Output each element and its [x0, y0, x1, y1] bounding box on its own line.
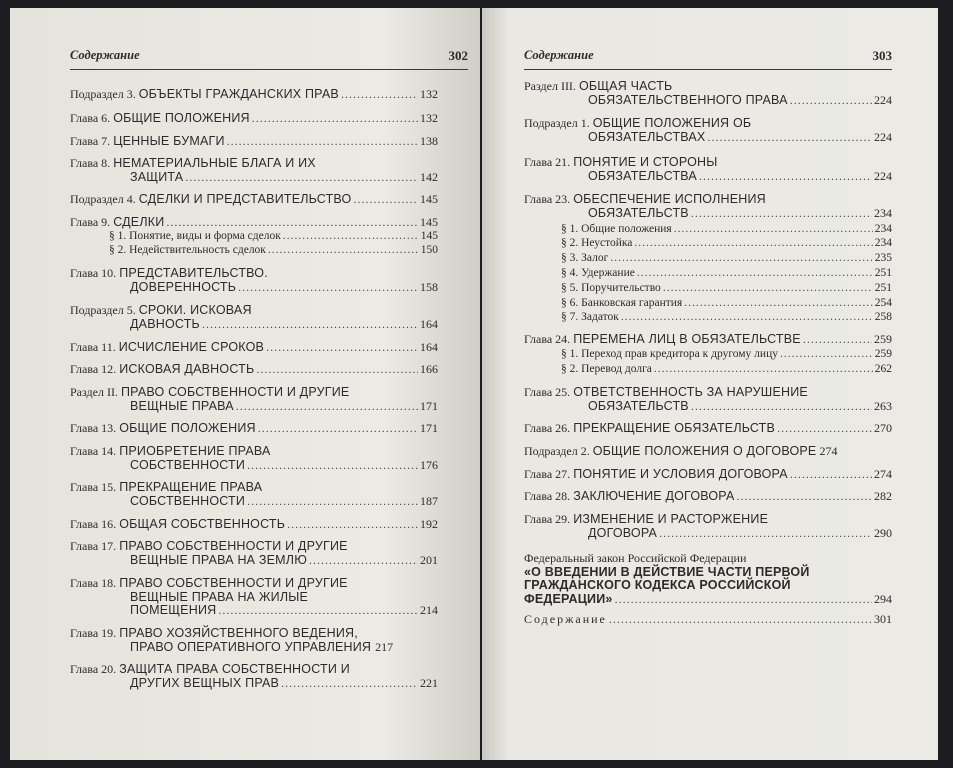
- toc-subentry[interactable]: § 6. Банковская гарантия ..... 254: [561, 297, 892, 311]
- left-header-rule: [70, 69, 468, 70]
- toc-entry[interactable]: Глава 21. ПОНЯТИЕ И СТОРОНЫ ОБЯЗАТЕЛЬСТВА ..... 224: [524, 156, 892, 183]
- toc-entry[interactable]: Глава 24. ПЕРЕМЕНА ЛИЦ В ОБЯЗАТЕЛЬСТВЕ ..... 259: [524, 333, 892, 347]
- toc-entry[interactable]: Подраздел 4. СДЕЛКИ И ПРЕДСТАВИТЕЛЬСТВО ..... 145: [70, 193, 438, 207]
- toc-subentry[interactable]: § 7. Задаток ..... 258: [561, 311, 892, 325]
- toc-subentry[interactable]: § 3. Залог ..... 235: [561, 252, 892, 266]
- toc-entry[interactable]: Глава 20. ЗАЩИТА ПРАВА СОБСТВЕННОСТИ И ДРУГИХ ВЕЩНЫХ ПРАВ ..... 221: [70, 663, 438, 690]
- right-page-number: 303: [872, 48, 892, 63]
- toc-entry[interactable]: Глава 25. ОТВЕТСТВЕННОСТЬ ЗА НАРУШЕНИЕ ОБЯЗАТЕЛЬСТВ ..... 263: [524, 386, 892, 413]
- toc-entry[interactable]: Глава 8. НЕМАТЕРИАЛЬНЫЕ БЛАГА И ИХ ЗАЩИТА ..... 142: [70, 157, 438, 184]
- toc-subentry[interactable]: § 4. Удержание ..... 251: [561, 267, 892, 281]
- right-header-title: Содержание: [524, 48, 594, 62]
- toc-entry[interactable]: Глава 7. ЦЕННЫЕ БУМАГИ ..... 138: [70, 135, 438, 149]
- toc-entry[interactable]: Раздел II. ПРАВО СОБСТВЕННОСТИ И ДРУГИЕ ВЕЩНЫЕ ПРАВА ..... 171: [70, 386, 438, 413]
- toc-entry[interactable]: Глава 10. ПРЕДСТАВИТЕЛЬСТВО. ДОВЕРЕННОСТЬ ..... 158: [70, 267, 438, 294]
- toc-subentry[interactable]: § 2. Неустойка ..... 234: [561, 237, 892, 251]
- toc-entry[interactable]: Глава 28. ЗАКЛЮЧЕНИЕ ДОГОВОРА ..... 282: [524, 490, 892, 504]
- toc-entry[interactable]: Глава 18. ПРАВО СОБСТВЕННОСТИ И ДРУГИЕ ВЕЩНЫЕ ПРАВА НА ЖИЛЫЕ ПОМЕЩЕНИЯ ..... 214: [70, 577, 438, 618]
- toc-entry[interactable]: Глава 16. ОБЩАЯ СОБСТВЕННОСТЬ ..... 192: [70, 518, 438, 532]
- toc-entry[interactable]: Подраздел 5. СРОКИ. ИСКОВАЯ ДАВНОСТЬ ..... 164: [70, 304, 438, 331]
- toc-entry[interactable]: Глава 27. ПОНЯТИЕ И УСЛОВИЯ ДОГОВОРА ..... 274: [524, 468, 892, 482]
- toc-entry[interactable]: Глава 11. ИСЧИСЛЕНИЕ СРОКОВ ..... 164: [70, 341, 438, 355]
- toc-subentry[interactable]: § 2. Перевод долга ..... 262: [561, 363, 892, 377]
- toc-entry[interactable]: Глава 19. ПРАВО ХОЗЯЙСТВЕННОГО ВЕДЕНИЯ, ПРАВО ОПЕРАТИВНОГО УПРАВЛЕНИЯ 217: [70, 626, 394, 654]
- toc-entry[interactable]: Глава 14. ПРИОБРЕТЕНИЕ ПРАВА СОБСТВЕННОСТИ ..... 176: [70, 445, 438, 472]
- left-header: [70, 48, 468, 63]
- toc-entry[interactable]: Глава 12. ИСКОВАЯ ДАВНОСТЬ ..... 166: [70, 363, 438, 377]
- toc-entry-federal-law[interactable]: Федеральный закон Российской Федерации «О ВВЕДЕНИИ В ДЕЙСТВИЕ ЧАСТИ ПЕРВОЙ ГРАЖДАНСКОГО КОДЕКСА РОССИЙСКОЙ ФЕДЕРАЦИИ» ..... 294: [524, 552, 892, 606]
- toc-subentry[interactable]: § 1. Общие положения ..... 234: [561, 223, 892, 237]
- toc-subentry[interactable]: § 2. Недействительность сделок ..... 150: [109, 244, 438, 258]
- left-page-number: 302: [448, 48, 468, 63]
- toc-entry[interactable]: Глава 26. ПРЕКРАЩЕНИЕ ОБЯЗАТЕЛЬСТВ ..... 270: [524, 422, 892, 436]
- toc-entry[interactable]: Подраздел 2. ОБЩИЕ ПОЛОЖЕНИЯ О ДОГОВОРЕ 274: [524, 444, 838, 458]
- toc-entry-contents[interactable]: Содержание ..... 301: [524, 613, 892, 627]
- toc-entry[interactable]: Раздел III. ОБЩАЯ ЧАСТЬ ОБЯЗАТЕЛЬСТВЕННОГО ПРАВА ..... 224: [524, 80, 892, 107]
- toc-entry[interactable]: Глава 6. ОБЩИЕ ПОЛОЖЕНИЯ ..... 132: [70, 112, 438, 126]
- toc-subentry[interactable]: § 1. Переход прав кредитора к другому лицу ..... 259: [561, 348, 892, 362]
- toc-subentry[interactable]: § 1. Понятие, виды и форма сделок ..... 145: [109, 230, 438, 244]
- toc-entry[interactable]: Подраздел 1. ОБЩИЕ ПОЛОЖЕНИЯ ОБ ОБЯЗАТЕЛЬСТВАХ ..... 224: [524, 117, 892, 144]
- toc-entry[interactable]: Подраздел 3. ОБЪЕКТЫ ГРАЖДАНСКИХ ПРАВ ..... 132: [70, 88, 438, 102]
- left-page: [10, 8, 480, 760]
- toc-entry[interactable]: Глава 29. ИЗМЕНЕНИЕ И РАСТОРЖЕНИЕ ДОГОВОРА ..... 290: [524, 513, 892, 540]
- toc-entry[interactable]: Глава 17. ПРАВО СОБСТВЕННОСТИ И ДРУГИЕ ВЕЩНЫЕ ПРАВА НА ЗЕМЛЮ ..... 201: [70, 540, 438, 567]
- toc-entry[interactable]: Глава 13. ОБЩИЕ ПОЛОЖЕНИЯ ..... 171: [70, 422, 438, 436]
- right-header-rule: [524, 69, 892, 70]
- toc-subentry[interactable]: § 5. Поручительство ..... 251: [561, 282, 892, 296]
- toc-entry[interactable]: Глава 23. ОБЕСПЕЧЕНИЕ ИСПОЛНЕНИЯ ОБЯЗАТЕЛЬСТВ ..... 234: [524, 193, 892, 220]
- left-header-title: Содержание: [70, 48, 140, 62]
- toc-entry[interactable]: Глава 9. СДЕЛКИ ..... 145: [70, 216, 438, 230]
- right-page: [482, 8, 938, 760]
- right-header: [524, 48, 892, 63]
- toc-entry[interactable]: Глава 15. ПРЕКРАЩЕНИЕ ПРАВА СОБСТВЕННОСТИ ..... 187: [70, 481, 438, 508]
